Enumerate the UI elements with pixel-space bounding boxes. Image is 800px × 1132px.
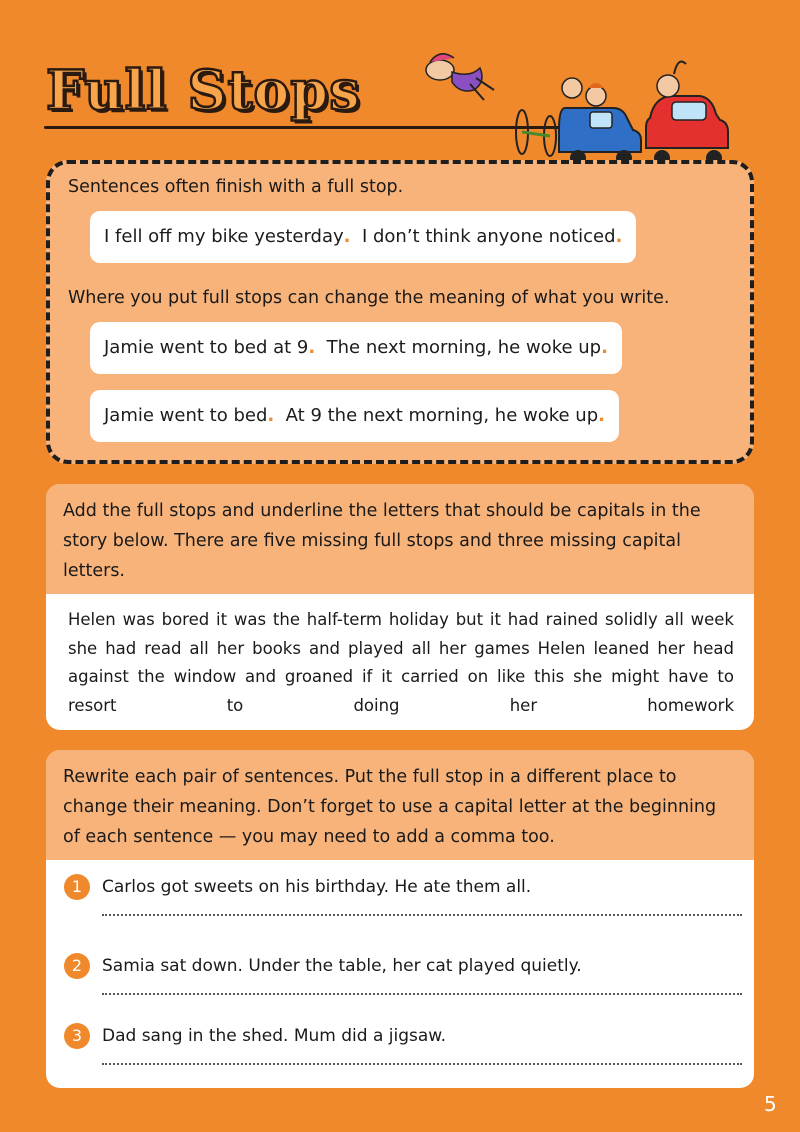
question-number-badge: 2 — [64, 953, 90, 979]
example-1-part-a: I fell off my bike yesterday — [104, 226, 344, 247]
example-sentence-3 — [90, 390, 619, 442]
task-1-panel — [46, 484, 754, 730]
example-sentence-2 — [90, 322, 622, 374]
question-2 — [64, 951, 744, 1011]
question-number-badge: 3 — [64, 1023, 90, 1049]
full-stop-mark: . — [601, 337, 608, 358]
question-1 — [64, 872, 744, 932]
page-number: 5 — [764, 1092, 777, 1116]
task-1-instructions: Add the full stops and underline the letters that should be capitals in the story below. There are five missing full stops and three missing capital letters. — [46, 484, 754, 594]
task-2-instructions: Rewrite each pair of sentences. Put the full stop in a different place to change their meaning. Don’t forget to use a capital letter at the beginning of each sentence — you may need to add a comma too. — [46, 750, 754, 860]
example-2-part-a: Jamie went to bed at 9 — [104, 337, 309, 358]
full-stop-mark: . — [267, 405, 275, 426]
question-number-badge: 1 — [64, 874, 90, 900]
full-stop-mark: . — [308, 337, 316, 358]
blue-car — [559, 78, 641, 166]
example-1-part-b: I don’t think anyone noticed — [350, 226, 616, 247]
page-title: Full Stops — [46, 58, 361, 122]
bike — [516, 110, 556, 156]
example-3-part-b: At 9 the next morning, he woke up — [274, 405, 599, 426]
info-line-2: Where you put full stops can change the meaning of what you write. — [68, 288, 670, 308]
info-box — [46, 160, 754, 464]
cartoon-illustration — [400, 40, 740, 170]
full-stop-mark: . — [343, 226, 351, 247]
answer-line-2[interactable] — [102, 993, 742, 995]
question-text: Dad sang in the shed. Mum did a jigsaw. — [102, 1026, 447, 1046]
info-line-1: Sentences often finish with a full stop. — [68, 177, 404, 197]
full-stop-mark: . — [615, 226, 623, 247]
task-2-panel — [46, 750, 754, 1088]
example-2-part-b: The next morning, he woke up — [315, 337, 602, 358]
question-3 — [64, 1021, 744, 1081]
story-text[interactable]: Helen was bored it was the half-term holiday but it had rained solidly all week she had read all her books and played all her games Helen leaned her head against the window and groaned if it carried on like this she might have to resort to doing her homework — [68, 610, 734, 715]
question-text: Carlos got sweets on his birthday. He ate them all. — [102, 877, 532, 897]
answer-line-3[interactable] — [102, 1063, 742, 1065]
full-stop-mark: . — [598, 405, 605, 426]
example-3-part-a: Jamie went to bed — [104, 405, 268, 426]
cyclist-figure — [426, 54, 494, 100]
example-sentence-1 — [90, 211, 636, 263]
red-car — [646, 62, 728, 166]
answer-line-1[interactable] — [102, 914, 742, 916]
question-text: Samia sat down. Under the table, her cat played quietly. — [102, 956, 582, 976]
